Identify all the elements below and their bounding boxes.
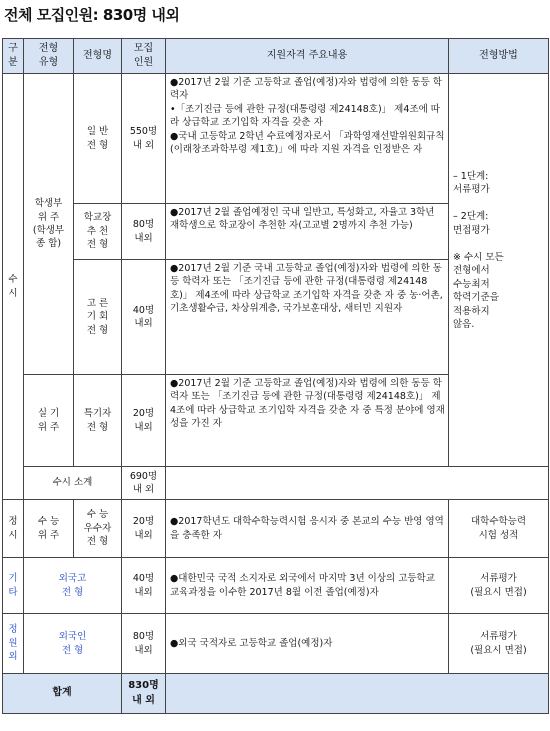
table-row	[3, 614, 549, 674]
header-type: 전형 유형	[24, 39, 74, 74]
qualification-cell	[166, 260, 449, 375]
qualification-cell: ●2017학년도 대학수학능력시험 응시자 중 본교의 수능 반영 영역을 충족한 자	[166, 500, 449, 558]
track-quota: 550명 내 외	[122, 74, 166, 204]
qualification-cell	[166, 375, 449, 467]
header-gubun: 구 분	[3, 39, 24, 74]
method-cell: 서류평가 (필요시 면접)	[449, 558, 549, 614]
track-name: 학교장 추 천 전 형	[74, 204, 122, 260]
method-line: – 1단계:	[453, 171, 489, 182]
table-header-row	[3, 39, 549, 74]
type-practical: 실 기 위 주	[24, 375, 74, 467]
track-quota: 40명 내외	[122, 558, 166, 614]
type-csat: 수 능 위 주	[24, 500, 74, 558]
qualification-item: ●2017년 2월 기준 국내 고등학교 졸업(예정)자와 법령에 의한 동등 학력자 또는 「조기진급 등에 관한 규정(대통령령 제24148호)」 제4조에 따라 상급학교 조기입학 자격을 갖춘 자 중 농·어촌, 기초생활수급, 차상위계층, 국가보훈대상, 새터민 지원자	[170, 263, 443, 315]
subtotal-empty	[166, 467, 549, 500]
header-name: 전형명	[74, 39, 122, 74]
qualification-item: ●2017년 2월 졸업예정인 국내 일반고, 특성화고, 자율고 3학년 재학생으로 학교장이 추천한 자(고교별 2명까지 추천 가능)	[170, 207, 435, 232]
track-name: 수 능 우수자 전 형	[74, 500, 122, 558]
subtotal-quota: 690명 내 외	[122, 467, 166, 500]
track-quota: 20명 내외	[122, 500, 166, 558]
table-row	[3, 558, 549, 614]
qualification-cell: ●대한민국 국적 소지자로 외국에서 마지막 3년 이상의 고등학교 교육과정을 이수한 2017년 8월 이전 졸업(예정)자	[166, 558, 449, 614]
qualification-cell: ●외국 국적자로 고등학교 졸업(예정)자	[166, 614, 449, 674]
qualification-item: •「조기진급 등에 관한 규정(대통령령 제24148호)」 제4조에 따라 상급학교 조기입학 자격을 갖춘 자	[170, 103, 440, 129]
table-row	[3, 74, 549, 204]
qualification-item: ●2017년 2월 기준 고등학교 졸업(예정)자와 법령에 의한 동등 학력자	[170, 77, 442, 102]
track-quota: 20명 내외	[122, 375, 166, 467]
category-jeongsi: 정 시	[3, 500, 24, 558]
method-cell: 서류평가 (필요시 면접)	[449, 614, 549, 674]
total-row	[3, 674, 549, 714]
method-line: 학력기준을	[453, 292, 499, 304]
method-line: 적용하지	[453, 305, 490, 317]
qualification-cell	[166, 204, 449, 260]
type-student-record: 학생부 위 주 (학생부 종 합)	[24, 74, 74, 375]
method-line	[453, 197, 546, 210]
track-name: 고 른 기 회 전 형	[74, 260, 122, 375]
total-label: 합계	[3, 674, 122, 714]
method-line: 않음.	[453, 319, 475, 331]
qualification-cell	[166, 74, 449, 204]
susi-method	[449, 74, 549, 467]
method-line: ※ 수시 모든	[453, 251, 504, 263]
track-name: 외국인 전 형	[24, 614, 122, 674]
total-empty	[166, 674, 549, 714]
qualification-item: ●국내 고등학교 2학년 수료예정자로서 「과학영재선발위원회규칙(이래창조과학부령 제1호)」에 따라 지원 자격을 인정받은 자	[170, 130, 445, 156]
header-method: 전형방법	[449, 39, 549, 74]
method-line: 면접평가	[453, 224, 490, 236]
category-susi: 수 시	[3, 74, 24, 500]
header-quota: 모집 인원	[122, 39, 166, 74]
category-jeongwon: 정 원 외	[3, 614, 24, 674]
total-quota: 830명 내 외	[122, 674, 166, 714]
track-quota: 80명 내외	[122, 204, 166, 260]
method-cell: 대학수학능력 시험 성적	[449, 500, 549, 558]
method-line: 전형에서	[453, 265, 490, 277]
subtotal-row	[3, 467, 549, 500]
track-name: 특기자 전 형	[74, 375, 122, 467]
category-gita: 기 타	[3, 558, 24, 614]
method-line: – 2단계:	[453, 211, 489, 223]
track-quota: 80명 내외	[122, 614, 166, 674]
method-line: 수능최저	[453, 278, 490, 290]
track-name: 일 반 전 형	[74, 74, 122, 204]
track-quota: 40명 내외	[122, 260, 166, 375]
admission-table	[2, 38, 549, 714]
track-name: 외국고 전 형	[24, 558, 122, 614]
subtotal-label: 수시 소계	[24, 467, 122, 500]
qualification-item: ●2017년 2월 기준 고등학교 졸업(예정)자와 법령에 의한 동등 학력자 또는 「조기진급 등에 관한 규정(대통령령 제24148호)」 제4조에 따라 상급학교 조기입학 자격을 갖춘 자 중 특정 분야에 영재성을 가진 자	[170, 378, 445, 430]
table-row	[3, 500, 549, 558]
method-line: 서류평가	[453, 184, 490, 196]
page-title: 전체 모집인원: 830명 내외	[4, 6, 180, 24]
method-line	[453, 237, 546, 250]
header-qualification: 지원자격 주요내용	[166, 39, 449, 74]
